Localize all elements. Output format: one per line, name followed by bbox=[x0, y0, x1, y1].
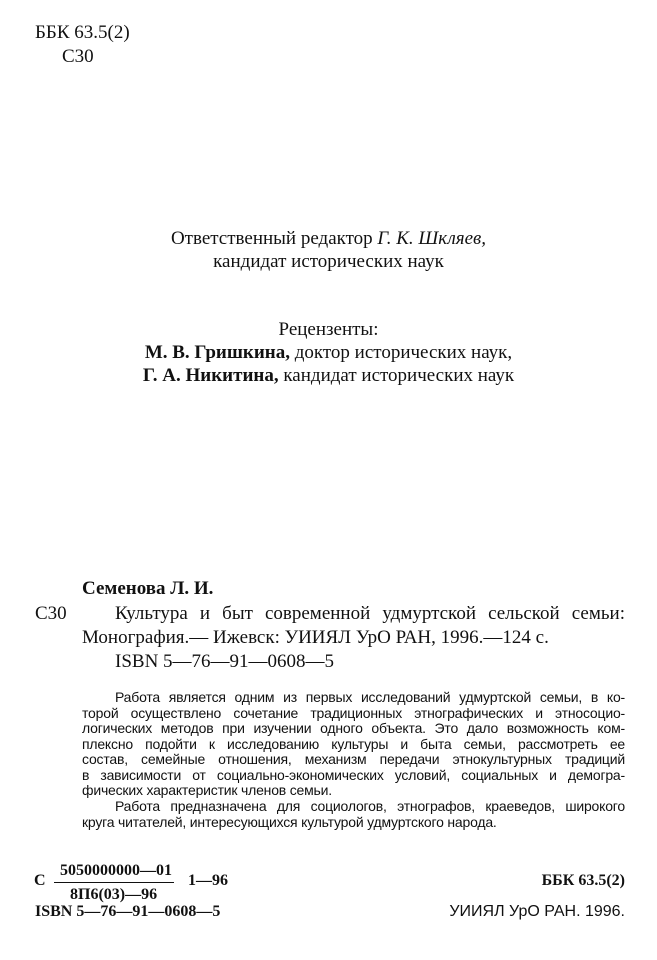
purpose-line: круга читателей, интересующихся культурой удмуртского народа. bbox=[82, 813, 497, 830]
reviewers-label: Рецензенты: bbox=[278, 319, 379, 340]
editor-name: Г. К. Шкляев, bbox=[377, 228, 487, 249]
abstract-line: плексно подойти к исследованию культуры и быта семьи, рассмотреть ее bbox=[82, 735, 625, 752]
footer-bbk: ББК 63.5(2) bbox=[541, 872, 625, 889]
reviewer bbox=[0, 365, 657, 387]
editor-label: Ответственный редактор bbox=[170, 228, 373, 249]
catalog-author: Семенова Л. И. bbox=[82, 578, 214, 599]
catalog-title-line1: Культура и быт современной удмуртской сельской семьи: bbox=[115, 603, 625, 624]
editor-line bbox=[0, 228, 657, 250]
purpose-line: Работа предназначена для социологов, этнографов, краеведов, широкого bbox=[115, 798, 625, 814]
reviewer-name: М. В. Гришкина, bbox=[144, 342, 290, 363]
author-code: С30 bbox=[62, 46, 94, 67]
reviewer bbox=[0, 342, 657, 364]
catalog-code: С30 bbox=[35, 603, 67, 624]
catalog-isbn: ISBN 5—76—91—0608—5 bbox=[115, 651, 335, 672]
reviewer-name: Г. А. Никитина, bbox=[142, 365, 279, 386]
index-numerator: 5050000000—01 bbox=[54, 862, 174, 883]
abstract-line: состав, семейные отношения, механизм передачи этнокультурных традиций bbox=[82, 751, 625, 767]
footer-isbn: ISBN 5—76—91—0608—5 bbox=[35, 903, 221, 920]
index-letter: С bbox=[34, 872, 46, 889]
abstract-line: фических характеристик членов семьи. bbox=[82, 782, 332, 798]
catalog-title-line2: Монография.— Ижевск: УИИЯЛ УрО РАН, 1996.—124 с. bbox=[82, 627, 549, 648]
index-denominator: 8П6(03)—96 bbox=[70, 886, 158, 903]
reviewer-degree: доктор исторических наук, bbox=[294, 342, 513, 363]
reviewer-degree: кандидат исторических наук bbox=[283, 365, 515, 386]
editor-degree: кандидат исторических наук bbox=[213, 251, 444, 272]
index-suffix: 1—96 bbox=[188, 872, 228, 889]
abstract-line: в зависимости от социально-экономических условий, социальных и демогра- bbox=[82, 766, 625, 783]
abstract-line: Работа является одним из первых исследований удмуртской семьи, в ко- bbox=[115, 689, 625, 705]
copyright: УИИЯЛ УрО РАН. 1996. bbox=[449, 903, 625, 920]
abstract-line: торой осуществлено сочетание традиционных этнографических и этносоцио- bbox=[82, 704, 625, 721]
bbk-index: ББК 63.5(2) bbox=[35, 22, 130, 43]
abstract-line: логических методов при изучении одного объекта. Это дало возможность ком- bbox=[82, 720, 625, 736]
